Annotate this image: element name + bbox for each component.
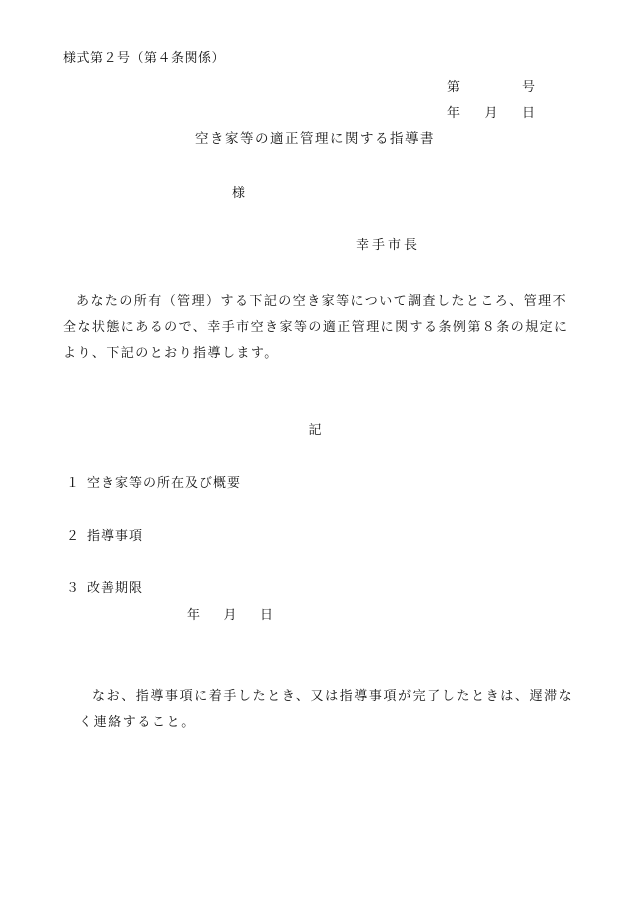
issue-date-day: 日 [521, 106, 535, 121]
deadline-date-day: 日 [259, 608, 273, 623]
note-paragraph: なお、指導事項に着手したとき、又は指導事項が完了したときは、遅滞なく連絡すること。 [79, 689, 574, 730]
addressee-suffix: 様 [232, 186, 246, 201]
deadline-date [187, 609, 273, 622]
issue-date-month: 月 [484, 106, 498, 121]
deadline-date-year: 年 [187, 608, 201, 623]
issue-date-year: 年 [447, 106, 461, 121]
ki-heading: 記 [308, 423, 322, 438]
list-item [66, 582, 143, 595]
document-number-prefix: 第 [447, 80, 461, 95]
form-label: 様式第２号（第４条関係） [63, 51, 226, 66]
list-item [66, 530, 143, 543]
item-number: ３ [66, 581, 81, 596]
body-paragraph: あなたの所有（管理）する下記の空き家等について調査したところ、管理不全な状態にあるので、幸手市空き家等の適正管理に関する条例第８条の規定により、下記のとおり指導します。 [63, 294, 569, 361]
item-label: 空き家等の所在及び概要 [87, 476, 242, 491]
issuer-name: 幸手市長 [356, 238, 421, 253]
item-number: ２ [66, 529, 81, 544]
item-label: 指導事項 [87, 529, 144, 544]
list-item [66, 477, 241, 490]
deadline-date-month: 月 [223, 608, 237, 623]
item-number: １ [66, 476, 81, 491]
issue-date [447, 107, 535, 120]
item-label: 改善期限 [87, 581, 144, 596]
document-title: 空き家等の適正管理に関する指導書 [195, 131, 435, 147]
document-number-suffix: 号 [522, 80, 536, 95]
